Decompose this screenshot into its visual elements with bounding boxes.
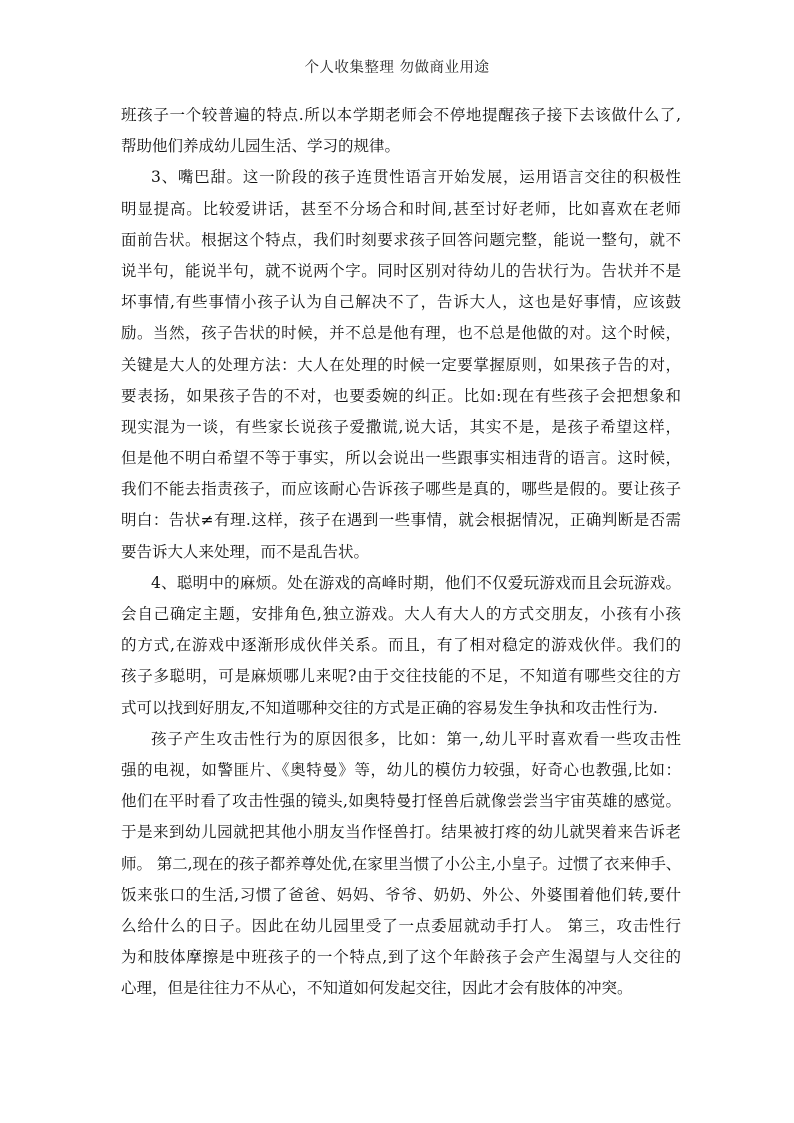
text-line: 心理，但是往往力不从心，不知道如何发起交往，因此才会有肢体的冲突。 [121,979,633,998]
text-line: 会自己确定主题，安排角色,独立游戏。大人有大人的方式交朋友，小孩有小孩 [121,605,681,623]
page-header: 个人收集整理 勿做商业用途 [304,60,490,76]
paragraph-3 [121,568,681,724]
paragraph-4 [121,724,681,1005]
paragraph-1 [121,100,681,162]
text-line: 现实混为一谈，有些家长说孩子爱撒谎,说大话，其实不是，是孩子希望这样， [121,417,681,436]
text-line: 帮助他们养成幼儿园生活、学习的规律。 [121,137,401,156]
text-line: 明白：告状≠有理.这样，孩子在遇到一些事情，就会根据情况，正确判断是否需 [121,511,681,530]
text-line: 孩子产生攻击性行为的原因很多，比如：第一,幼儿平时喜欢看一些攻击性 [151,729,681,748]
text-line: 关键是大人的处理方法：大人在处理的时候一定要掌握原则，如果孩子告的对， [121,355,681,374]
text-line: 他们在平时看了攻击性强的镜头,如奥特曼打怪兽后就像尝尝当宇宙英雄的感觉。 [121,792,681,811]
text-line: 饭来张口的生活,习惯了爸爸、妈妈、爷爷、奶奶、外公、外婆围着他们转,要什 [121,885,681,904]
text-line: 于是来到幼儿园就把其他小朋友当作怪兽打。结果被打疼的幼儿就哭着来告诉老 [121,823,681,842]
paragraph-2 [121,162,681,567]
text-line: 孩子多聪明，可是麻烦哪儿来呢?由于交往技能的不足，不知道有哪些交往的方 [121,667,681,686]
text-line: 为和肢体摩擦是中班孩子的一个特点,到了这个年龄孩子会产生渴望与人交往的 [121,948,681,967]
text-line: 师。 第二,现在的孩子都养尊处优,在家里当惯了小公主,小皇子。过惯了衣来伸手、 [121,854,682,873]
text-line: 强的电视，如警匪片、《奥特曼》等，幼儿的模仿力较强，好奇心也教强,比如： [121,760,681,779]
text-line: 明显提高。比较爱讲话，甚至不分场合和时间,甚至讨好老师，比如喜欢在老师 [121,199,681,218]
text-line: 么给什么的日子。因此在幼儿园里受了一点委屈就动手打人。 第三，攻击性行 [121,916,681,935]
text-line: 要表扬，如果孩子告的不对，也要委婉的纠正。比如:现在有些孩子会把想象和 [121,386,681,405]
text-line: 坏事情,有些事情小孩子认为自己解决不了，告诉大人，这也是好事情，应该鼓 [121,293,681,312]
text-line: 式可以找到好朋友,不知道哪种交往的方式是正确的容易发生争执和攻击性行为. [121,698,658,717]
document-body [121,100,681,1004]
text-line: 我们不能去指责孩子，而应该耐心告诉孩子哪些是真的，哪些是假的。要让孩子 [121,480,681,499]
text-line: 面前告状。根据这个特点，我们时刻要求孩子回答问题完整，能说一整句，就不 [121,230,681,249]
text-line: 励。当然，孩子告状的时候，并不总是他有理，也不总是他做的对。这个时候， [121,324,681,343]
text-line: 的方式,在游戏中逐渐形成伙伴关系。而且，有了相对稳定的游戏伙伴。我们的 [121,636,681,655]
text-line: 要告诉大人来处理，而不是乱告状。 [121,542,370,561]
text-line: 说半句，能说半句，就不说两个字。同时区别对待幼儿的告状行为。告状并不是 [121,261,681,280]
text-line: 但是他不明白希望不等于事实，所以会说出一些跟事实相违背的语言。这时候， [121,449,681,468]
text-line: 班孩子一个较普遍的特点.所以本学期老师会不停地提醒孩子接下去该做什么了, [121,106,681,124]
text-line: 4、聪明中的麻烦。处在游戏的高峰时期，他们不仅爱玩游戏而且会玩游戏。 [151,573,681,592]
text-line: 3、嘴巴甜。这一阶段的孩子连贯性语言开始发展，运用语言交往的积极性 [151,168,681,187]
